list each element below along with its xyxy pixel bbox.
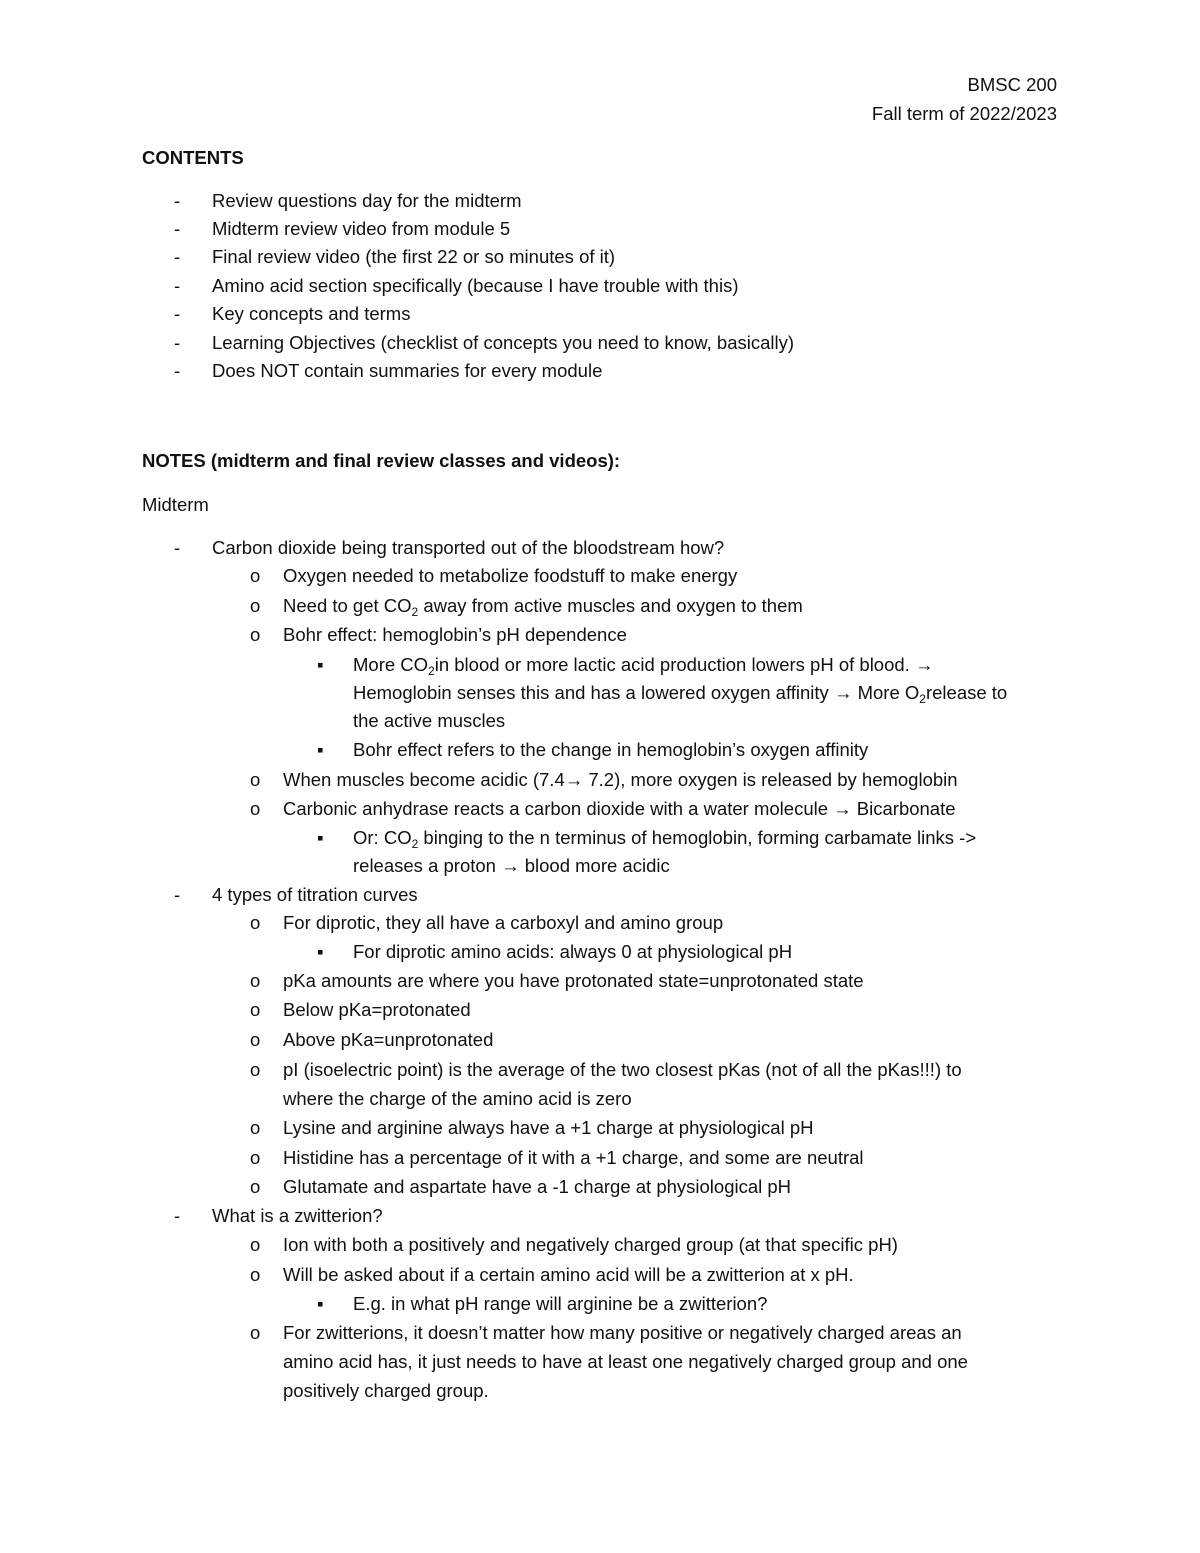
document-page: BMSC 200 Fall term of 2022/2023 CONTENTS - Review questions day for the midterm - Midterm review video from module 5 - Final review video (the first 22 or so minutes of it) - Amino acid section specifically (because I have trouble with this) - Key concepts and terms - Learning Objectives (checklist of concepts you need to know, basically) - Does NOT contain summaries for every module NOTES (midterm and final review classes and videos): Midterm - Carbon dioxide being transported out of the bloodstream how? o Oxygen needed to metabolize foodstuff to make energy o Need to get $CO_2$ away from active muscles and oxygen to them o Bohr effect: hemoglobin’s pH dependence ▪ More $CO_2in$ blood or more lactic acid production lowers pH of blood. → Hemoglobin senses this and has a lowered oxygen affinity → More $O_2release$ to the active muscles ▪ Bohr effect refers to the change in hemoglobin’s oxygen affinity o When muscles become acidic (7.4→ 7.2), more oxygen is released by hemoglobin o Carbonic anhydrase reacts a carbon dioxide with a water molecule → Bicarbonate ▪ Or: $CO_2$ binging to the n terminus of hemoglobin, forming carbamate links -> releases a proton → blood more acidic - 4 types of titration curves o For diprotic, they all have a carboxyl and amino group ▪ For diprotic amino acids: always 0 at physiological pH o pKa amounts are where you have protonated state=unprotonated state o Below pKa=protonated o Above pKa=unprotonated o pI (isoelectric point) is the average of the two closest pKas (not of all the pKas!!!) to where the charge of the amino acid is zero o Lysine and arginine always have a +1 charge at physiological pH o Histidine has a percentage of it with a +1 charge, and some are neutral o Glutamate and aspartate have a -1 charge at physiological pH - What is a zwitterion? o Ion with both a positively and negatively charged group (at that specific pH) o Will be asked about if a certain amino acid will be a zwitterion at x pH. ▪ E.g. in what pH range will arginine be a zwitterion? o For zwitterions, it doesn’t matter how many positive or negatively charged areas an amino acid has, it just needs to have at least one negatively charged group and one positively charged group.: [0, 0, 1200, 1553]
course-code: BMSC 200: [967, 74, 1057, 95]
subscript-2: 2: [411, 605, 419, 619]
subscript-2: 2: [411, 837, 419, 851]
dash-marker: -: [174, 360, 181, 381]
notes-heading: NOTES (midterm and final review classes and videos):: [142, 450, 621, 471]
dash-marker: -: [174, 246, 181, 267]
circle-marker: o: [250, 1029, 261, 1050]
circle-marker: o: [250, 1059, 261, 1080]
circle-marker: o: [250, 1322, 261, 1343]
circle-marker: o: [250, 769, 261, 790]
square-marker: ▪: [317, 1293, 324, 1314]
square-marker: ▪: [317, 827, 324, 848]
square-marker: ▪: [317, 654, 324, 675]
circle-marker: o: [250, 999, 261, 1020]
circle-marker: o: [250, 1117, 261, 1138]
term-label: Fall term of 2022/2023: [871, 103, 1057, 124]
subscript-2: 2: [428, 664, 435, 678]
circle-marker: o: [250, 1147, 261, 1168]
circle-marker: o: [250, 1234, 261, 1255]
circle-marker: o: [250, 912, 261, 933]
dash-marker: -: [174, 190, 181, 211]
circle-marker: o: [250, 798, 261, 819]
dash-marker: -: [174, 332, 181, 353]
document-header: [872, 70, 1057, 128]
subscript-2: 2: [919, 692, 926, 706]
dash-marker: -: [174, 218, 181, 239]
dash-marker: -: [174, 303, 181, 324]
circle-marker: o: [250, 595, 261, 616]
midterm-subheading: Midterm: [142, 494, 209, 515]
square-marker: ▪: [317, 739, 324, 760]
circle-marker: o: [250, 1176, 261, 1197]
arrow-icon: →: [914, 654, 934, 675]
arrow-icon: →: [501, 855, 520, 876]
circle-marker: o: [250, 970, 261, 991]
dash-marker: -: [174, 537, 181, 558]
arrow-icon: →: [833, 682, 853, 703]
circle-marker: o: [250, 624, 261, 645]
square-marker: ▪: [317, 941, 324, 962]
dash-marker: -: [174, 1205, 181, 1226]
dash-marker: -: [174, 275, 181, 296]
contents-heading: CONTENTS: [142, 147, 244, 168]
circle-marker: o: [250, 1264, 261, 1285]
dash-marker: -: [174, 884, 181, 905]
arrow-icon: →: [564, 769, 584, 790]
arrow-icon: →: [833, 798, 852, 819]
circle-marker: o: [250, 565, 261, 586]
